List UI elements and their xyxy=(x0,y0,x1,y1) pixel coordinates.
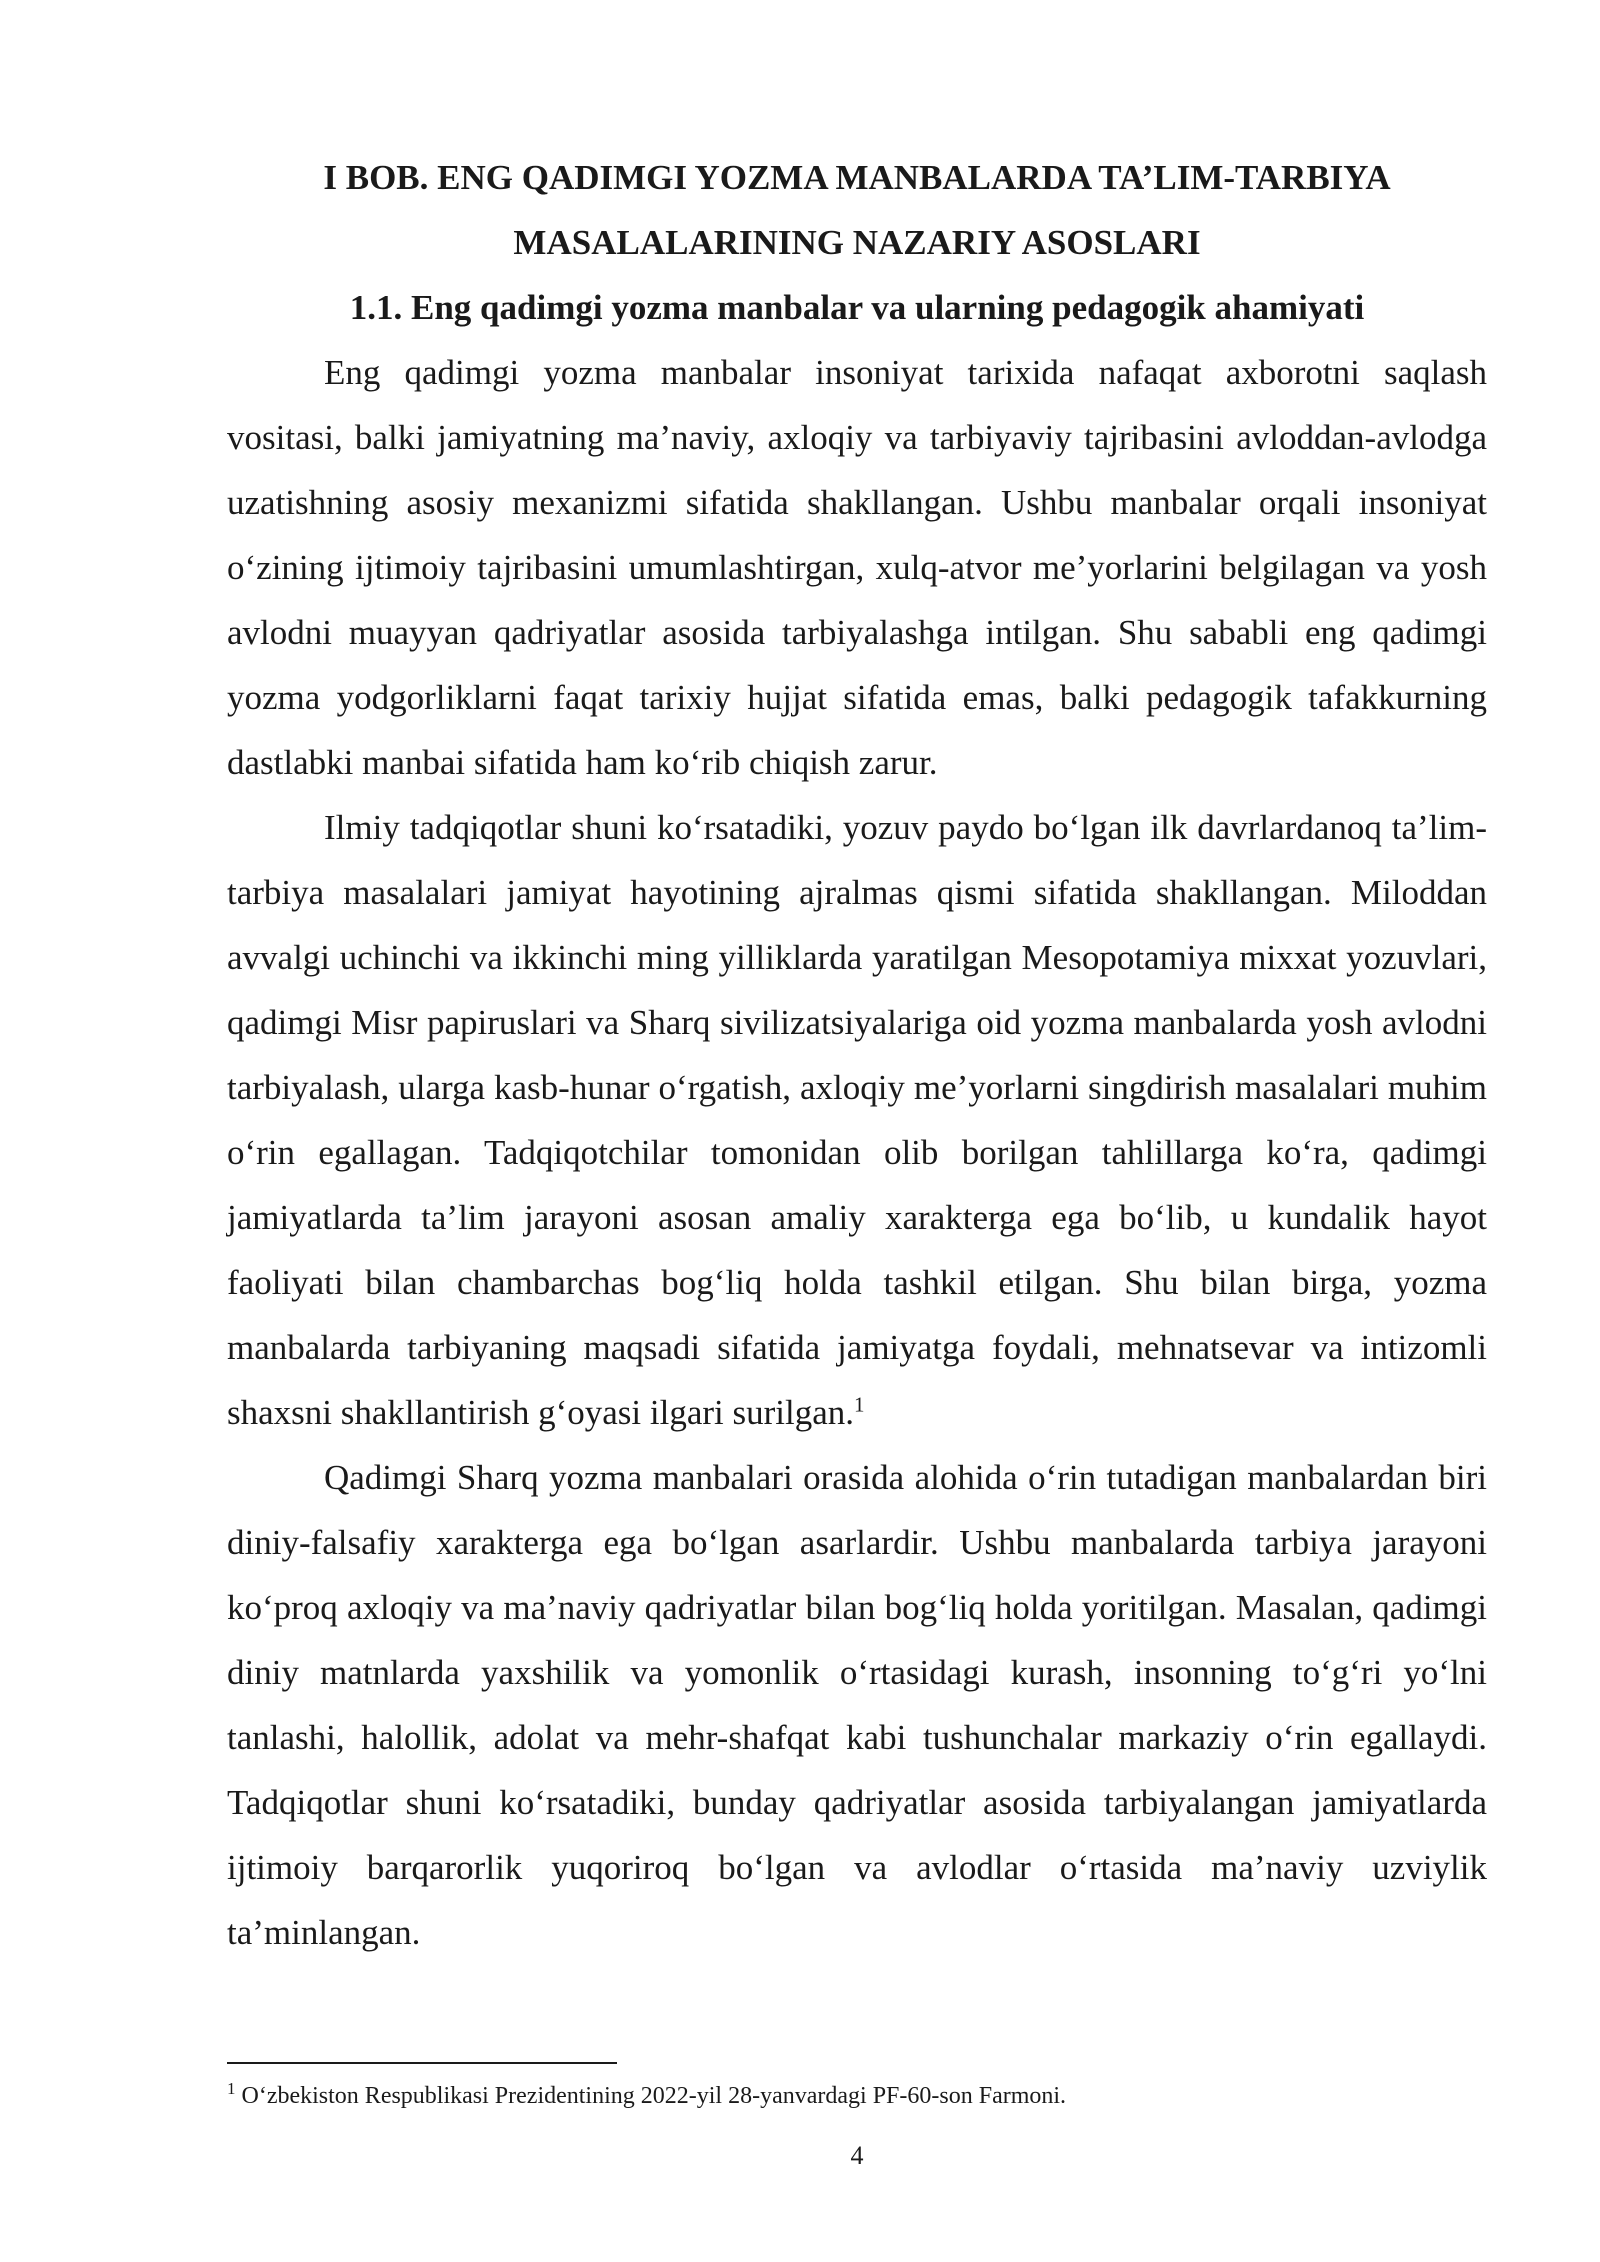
paragraph-3: Qadimgi Sharq yozma manbalari orasida alohida o‘rin tutadigan manbalardan biri diniy-falsafiy xarakterga ega bo‘lgan asarlardir. Ushbu manbalarda tarbiya jarayoni ko‘proq axloqiy va ma’naviy qadriyatlar bilan bog‘liq holda yoritilgan. Masalan, qadimgi diniy matnlarda yaxshilik va yomonlik o‘rtasidagi kurash, insonning to‘g‘ri yo‘lni tanlashi, halollik, adolat va mehr-shafqat kabi tushunchalar markaziy o‘rin egallaydi. Tadqiqotlar shuni ko‘rsatadiki, bunday qadriyatlar asosida tarbiyalangan jamiyatlarda ijtimoiy barqarorlik yuqoriroq bo‘lgan va avlodlar o‘rtasida ma’naviy uzviylik ta’minlangan. xyxy=(227,1458,1487,1952)
paragraph-2 xyxy=(227,795,1487,1445)
paragraph-1: Eng qadimgi yozma manbalar insoniyat tarixida nafaqat axborotni saqlash vositasi, balki jamiyatning ma’naviy, axloqiy va tarbiyaviy tajribasini avloddan-avlodga uzatishning asosiy mexanizmi sifatida shakllangan. Ushbu manbalar orqali insoniyat o‘zining ijtimoiy tajribasini umumlashtirgan, xulq-atvor me’yorlarini belgilagan va yosh avlodni muayyan qadriyatlar asosida tarbiyalashga intilgan. Shu sababli eng qadimgi yozma yodgorliklarni faqat tarixiy hujjat sifatida emas, balki pedagogik tafakkurning dastlabki manbai sifatida ham ko‘rib chiqish zarur. xyxy=(227,353,1487,782)
footnote-text: O‘zbekiston Respublikasi Prezidentining 2022-yil 28-yanvardagi PF-60-son Farmoni. xyxy=(235,2083,1067,2109)
page-number: 4 xyxy=(850,2141,864,2170)
paragraph-2-text: Ilmiy tadqiqotlar shuni ko‘rsatadiki, yozuv paydo bo‘lgan ilk davrlardanoq ta’lim-tarbiya masalalari jamiyat hayotining ajralmas qismi sifatida shakllangan. Miloddan avvalgi uchinchi va ikkinchi ming yilliklarda yaratilgan Mesopotamiya mixxat yozuvlari, qadimgi Misr papiruslari va Sharq sivilizatsiyalariga oid yozma manbalarda yosh avlodni tarbiyalash, ularga kasb-hunar o‘rgatish, axloqiy me’yorlarni singdirish masalalari muhim o‘rin egallagan. Tadqiqotchilar tomonidan olib borilgan tahlillarga ko‘ra, qadimgi jamiyatlarda ta’lim jarayoni asosan amaliy xarakterga ega bo‘lib, u kundalik hayot faoliyati bilan chambarchas bog‘liq holda tashkil etilgan. Shu bilan birga, yozma manbalarda tarbiyaning maqsadi sifatida jamiyatga foydali, mehnatsevar va intizomli shaxsni shakllantirish g‘oyasi ilgari surilgan. xyxy=(227,808,1487,1432)
footnote-reference[interactable]: 1 xyxy=(854,1392,865,1417)
chapter-title-line2: MASALALARINING NAZARIY ASOSLARI xyxy=(513,223,1201,262)
footnote xyxy=(227,2080,1487,2112)
section-title: 1.1. Eng qadimgi yozma manbalar va ularning pedagogik ahamiyati xyxy=(349,288,1365,327)
chapter-title-line1: I BOB. ENG QADIMGI YOZMA MANBALARDA TA’LIM-TARBIYA xyxy=(323,158,1391,197)
footnote-separator xyxy=(227,2062,617,2064)
chapter-title xyxy=(227,145,1487,275)
document-page xyxy=(227,0,1487,2262)
footnote-mark: 1 xyxy=(227,2079,236,2098)
body-text xyxy=(227,340,1487,1965)
